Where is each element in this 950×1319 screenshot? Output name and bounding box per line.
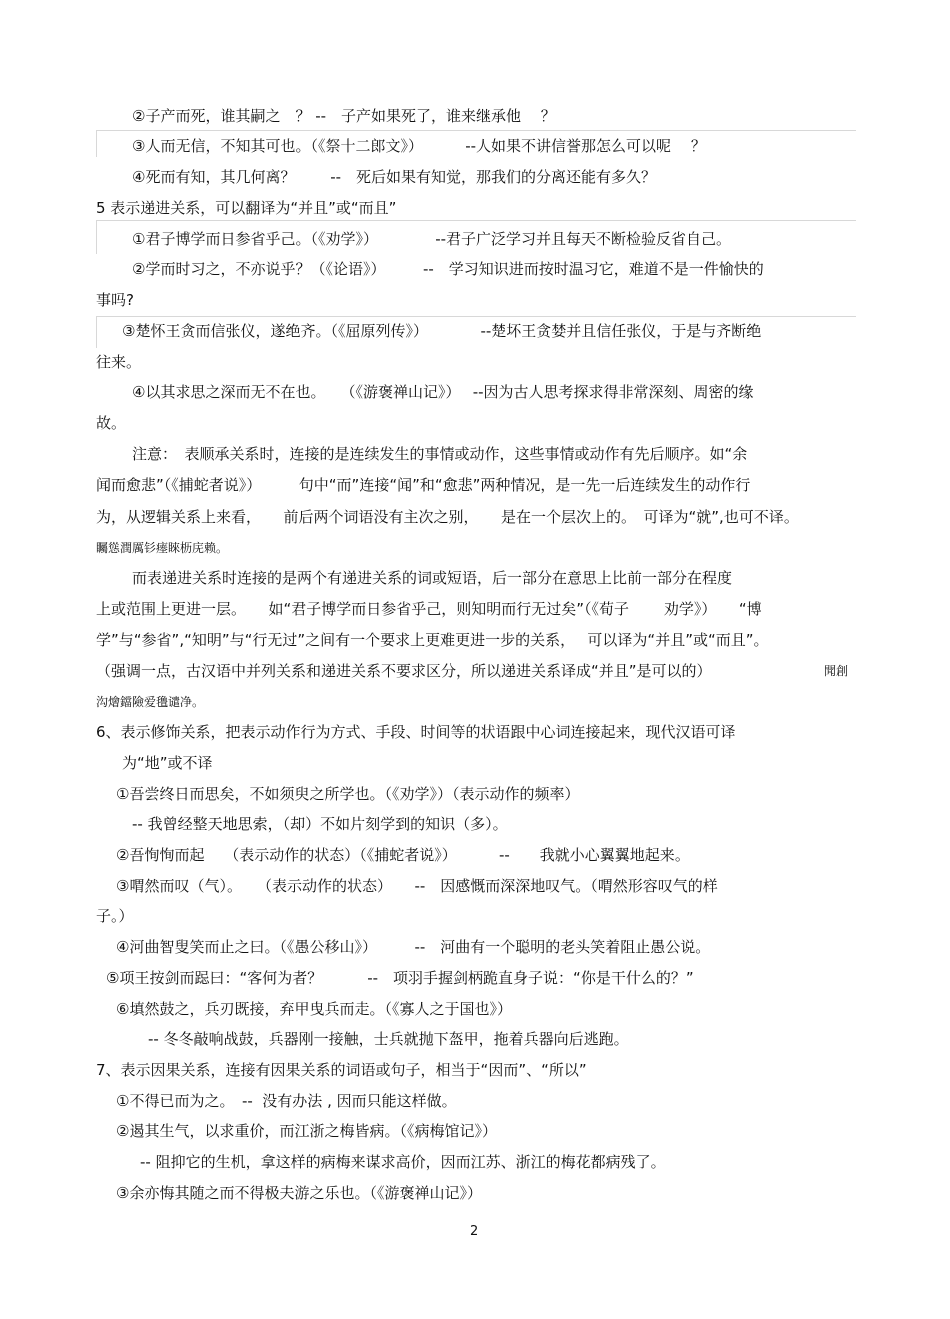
- text-line: -- 我曾经整天地思索，（却）不如片刻学到的知识（多）。: [132, 815, 508, 833]
- text-line: ③喟然而叹（气）。 （表示动作的状态） -- 因感慨而深深地叹气。（喟然形容叹气的样: [116, 877, 718, 895]
- text-line: ④死而有知，其几何离？ -- 死后如果有知觉，那我们的分离还能有多久？: [132, 168, 657, 186]
- section-heading: 7、表示因果关系，连接有因果关系的词语或句子，相当于“因而”、“所以”: [96, 1061, 587, 1079]
- text-line: 闻而愈悲”（《捕蛇者说》） 句中“而”连接“闻”和“愈悲”两种情况，是一先一后连续发生的动作行: [96, 476, 751, 494]
- rule-line: [96, 220, 856, 221]
- text-line: （强调一点，古汉语中并列关系和递进关系不要求区分，所以递进关系译成“并且”是可以的）: [96, 662, 712, 680]
- text-line: -- 阻抑它的生机，拿这样的病梅来谋求高价，因而江苏、浙江的梅花都病残了。: [140, 1153, 666, 1171]
- text-line: 事吗?: [96, 291, 134, 309]
- text-line: ①君子博学而日参省乎己。（《劝学》） --君子广泛学习并且每天不断检验反省自己。: [132, 230, 732, 248]
- text-line: ③余亦悔其随之而不得极夫游之乐也。（《游褒禅山记》）: [116, 1184, 482, 1202]
- text-line: ②遏其生气，以求重价，而江浙之梅皆病。（《病梅馆记》）: [116, 1122, 497, 1140]
- rule-line: [96, 316, 97, 348]
- text-line: 上或范围上更进一层。 如“君子博学而日参省乎己，则知明而行无过矣”（《荀子 劝学》） “博: [96, 600, 762, 618]
- text-line: ⑥填然鼓之，兵刃既接，弃甲曳兵而走。（《寡人之于国也》）: [116, 1000, 512, 1018]
- section-heading: 6、表示修饰关系，把表示动作行为方式、手段、时间等的状语跟中心词连接起来，现代汉语可译: [96, 723, 736, 741]
- rule-line: [96, 316, 856, 317]
- text-line: ①不得已而为之。 -- 没有办法 , 因而只能这样做。: [116, 1092, 457, 1110]
- text-line: ③人而无信，不知其可也。（《祭十二郎文》） --人如果不讲信誉那怎么可以呢 ？: [132, 137, 706, 155]
- text-line: 为“地”或不译: [122, 754, 213, 772]
- text-line: 子。）: [96, 907, 134, 925]
- rule-line: [96, 130, 97, 157]
- text-line: 为，从逻辑关系上来看， 前后两个词语没有主次之别， 是在一个层次上的。 可译为“就”,也可不译。: [96, 508, 799, 526]
- text-line: ②学而时习之，不亦说乎？（《论语》） -- 学习知识进而按时温习它，难道不是一件愉快的: [132, 260, 764, 278]
- text-line: 往来。: [96, 353, 142, 371]
- text-line: ⑤项王按剑而跽曰：“客何为者？ -- 项羽手握剑柄跪直身子说：“你是干什么的？”: [106, 969, 694, 987]
- text-line: ③楚怀王贪而信张仪，遂绝齐。（《屈原列传》） --楚坏王贪婪并且信任张仪，于是与齐断绝: [122, 322, 762, 340]
- text-line: 注意： 表顺承关系时，连接的是连续发生的事情或动作，这些事情或动作有先后顺序。如“余: [132, 445, 748, 463]
- text-line: ②子产而死，谁其嗣之 ？ -- 子产如果死了，谁来继承他 ？: [132, 107, 556, 125]
- text-line: 故。: [96, 414, 127, 432]
- page-number: 2: [470, 1224, 479, 1239]
- text-line: 学”与“参省”,“知明”与“行无过”之间有一个要求上更难更进一步的关系， 可以译为“并且”或“而且”。: [96, 631, 769, 649]
- garbled-text: 聞創: [824, 664, 849, 678]
- garbled-text: 矚慫潤厲钐瘗睞枥庑赖。: [96, 541, 229, 555]
- text-line: 而表递进关系时连接的是两个有递进关系的词或短语，后一部分在意思上比前一部分在程度: [132, 569, 733, 587]
- garbled-text: 沟燴鐺險爱氇谴净。: [96, 695, 205, 709]
- text-line: ④以其求思之深而无不在也。 （《游褒禅山记》） --因为古人思考探求得非常深刻、周密的缘: [132, 383, 754, 401]
- text-line: -- 冬冬敲响战鼓，兵器刚一接触，士兵就抛下盔甲，拖着兵器向后逃跑。: [148, 1030, 629, 1048]
- text-line: ②吾恂恂而起 （表示动作的状态）（《捕蛇者说》） -- 我就小心翼翼地起来。: [116, 846, 690, 864]
- text-line: ④河曲智叟笑而止之曰。（《愚公移山》） -- 河曲有一个聪明的老头笑着阻止愚公说。: [116, 938, 711, 956]
- section-heading: 5 表示递进关系，可以翻译为“并且”或“而且”: [96, 199, 397, 217]
- text-line: ①吾尝终日而思矣，不如须臾之所学也。（《劝学》）（表示动作的频率）: [116, 785, 580, 803]
- rule-line: [96, 130, 856, 131]
- rule-line: [96, 220, 97, 254]
